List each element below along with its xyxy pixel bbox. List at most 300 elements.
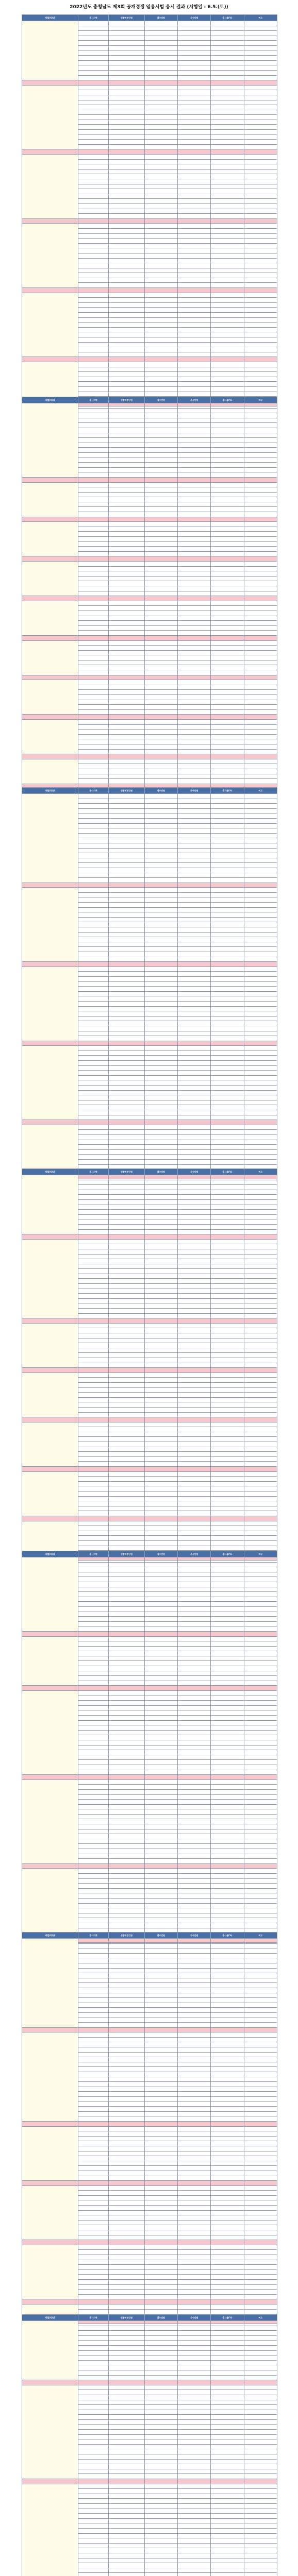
table-cell [211,2304,244,2309]
table-cell [109,591,144,596]
table-cell [109,317,144,323]
table-cell [211,1577,244,1582]
table-cell [109,199,144,204]
table-cell [78,298,108,303]
table-cell [144,302,177,308]
table-cell [244,2230,277,2235]
table-cell [177,1521,210,1526]
table-cell [144,744,177,749]
table-cell [177,184,210,189]
table-cell [177,1323,210,1328]
table-cell [144,1859,177,1864]
subtotal-cell [78,1775,108,1780]
table-cell [177,75,210,80]
table-cell [144,1264,177,1269]
table-cell [177,2395,210,2400]
table-cell [78,105,108,110]
table-cell [144,621,177,626]
table-cell [177,912,210,918]
table-cell [211,1279,244,1284]
table-cell [144,507,177,512]
table-cell [144,283,177,288]
table-cell [78,2107,108,2112]
table-cell [78,26,108,31]
table-cell [244,50,277,56]
table-cell [211,1249,244,1254]
subtotal-cell [109,1686,144,1691]
table-cell [211,2509,244,2514]
table-cell [244,204,277,209]
table-cell [177,1378,210,1383]
table-cell [78,179,108,184]
table-cell [177,1254,210,1259]
table-cell [177,463,210,468]
table-cell [177,169,210,174]
table-cell [177,438,210,443]
table-cell [177,1536,210,1541]
table-cell [109,2230,144,2235]
table-cell [211,1804,244,1809]
table-cell [78,2057,108,2062]
subtotal-cell [177,1368,210,1373]
table-cell [177,1725,210,1731]
table-cell [211,2126,244,2131]
table-cell [144,2523,177,2529]
table-cell [109,858,144,863]
table-cell [244,705,277,710]
table-cell [109,640,144,646]
table-cell [244,967,277,972]
table-cell [177,996,210,1002]
subtotal-cell [22,149,78,155]
table-cell [177,1968,210,1973]
table-cell [144,650,177,655]
table-cell [78,764,108,769]
subtotal-cell [78,477,108,482]
table-cell [78,1397,108,1402]
table-cell [244,2331,277,2336]
subtotal-cell [78,883,108,888]
table-cell [177,492,210,497]
table-cell [144,2370,177,2375]
table-cell [144,764,177,769]
table-cell [211,1071,244,1076]
table-cell [211,1716,244,1721]
table-cell [109,1224,144,1229]
table-cell [144,2176,177,2181]
table-cell [144,709,177,715]
table-cell [211,1696,244,1701]
table-cell [109,214,144,219]
table-cell [109,1477,144,1482]
table-cell [109,2206,144,2211]
table-cell [177,2370,210,2375]
table-cell [177,159,210,164]
table-cell [78,1001,108,1006]
table-cell [78,2191,108,2196]
table-cell [211,2107,244,2112]
table-cell [177,2102,210,2107]
table-cell [144,1046,177,1051]
table-cell [109,155,144,160]
table-cell [144,655,177,660]
table-cell [109,2077,144,2082]
subtotal-cell [211,2479,244,2484]
table-cell [177,1011,210,1016]
table-cell [244,120,277,125]
table-cell [177,214,210,219]
table-cell [177,739,210,744]
table-cell [177,2294,210,2299]
table-cell [78,2156,108,2161]
table-cell [211,1219,244,1225]
table-cell [109,1884,144,1889]
table-cell [109,372,144,377]
table-cell [109,2538,144,2544]
subtotal-cell [177,1234,210,1240]
table-cell [177,1557,210,1563]
table-cell [211,497,244,502]
table-cell [109,45,144,50]
table-cell [177,1452,210,1457]
table-cell [211,650,244,655]
table-cell [244,2538,277,2544]
table-cell [244,1869,277,1874]
table-cell [144,1606,177,1612]
table-cell [144,1269,177,1274]
table-cell [211,744,244,749]
table-cell [211,1090,244,1095]
table-cell [78,1061,108,1066]
table-cell [177,2484,210,2489]
table-cell [244,337,277,343]
table-cell [244,2415,277,2420]
table-cell [109,709,144,715]
table-cell [78,21,108,26]
result-table-page [22,1932,277,2324]
table-cell [144,214,177,219]
table-cell [211,2265,244,2270]
table-cell [244,2385,277,2390]
table-cell [244,808,277,814]
table-cell [244,214,277,219]
table-cell [244,258,277,263]
table-cell [244,125,277,130]
table-cell [244,537,277,542]
table-cell [109,2210,144,2215]
table-cell [211,308,244,313]
table-cell [78,1393,108,1398]
subtotal-cell [211,1120,244,1125]
table-cell [109,1804,144,1809]
table-cell [211,1303,244,1309]
table-cell [109,1755,144,1760]
table-cell [211,2290,244,2295]
table-cell [144,2568,177,2573]
table-cell [177,224,210,229]
table-cell [144,1705,177,1710]
table-cell [144,853,177,858]
table-cell [109,952,144,957]
table-cell [211,392,244,397]
table-cell [211,562,244,567]
table-cell [109,2365,144,2370]
table-cell [144,1155,177,1160]
table-cell [109,497,144,502]
table-cell [78,1740,108,1745]
table-cell [177,1105,210,1110]
table-row [22,640,277,646]
table-cell [78,248,108,253]
table-cell [177,1602,210,1607]
subtotal-cell [22,2380,78,2385]
table-cell [211,2146,244,2151]
table-cell [78,1269,108,1274]
table-cell [244,1617,277,1622]
table-cell [177,423,210,428]
table-cell [244,1348,277,1353]
table-cell [244,2136,277,2141]
subtotal-cell [78,1863,108,1869]
table-cell [109,1913,144,1918]
table-cell [211,759,244,764]
table-cell [78,418,108,423]
table-cell [109,1001,144,1006]
table-cell [211,189,244,194]
table-cell [244,155,277,160]
table-cell [211,1145,244,1150]
table-cell [144,2275,177,2280]
table-cell [144,482,177,487]
table-cell [109,1676,144,1681]
table-cell [177,1046,210,1051]
table-cell [78,1279,108,1284]
table-cell [244,2052,277,2057]
table-cell [211,1086,244,1091]
table-cell [177,342,210,347]
table-cell [109,2553,144,2558]
table-cell [109,1447,144,1452]
table-cell [78,2434,108,2439]
table-cell [177,313,210,318]
table-cell [78,952,108,957]
table-cell [78,1725,108,1731]
table-cell [244,1641,277,1647]
table-cell [211,621,244,626]
table-cell [109,2146,144,2151]
table-cell [244,1175,277,1180]
table-cell [177,258,210,263]
table-cell [244,1720,277,1725]
subtotal-row [22,1775,277,1780]
table-cell [244,2419,277,2425]
subtotal-cell [144,883,177,888]
subtotal-cell [144,596,177,601]
subtotal-cell [78,1417,108,1422]
table-cell [144,2279,177,2284]
table-cell [211,2116,244,2122]
table-cell [78,2439,108,2445]
table-cell [144,2284,177,2290]
table-cell [211,2326,244,2331]
table-cell [144,2067,177,2072]
table-cell [78,665,108,670]
table-cell [211,2370,244,2375]
subtotal-cell [177,1516,210,1521]
table-cell [109,1309,144,1314]
table-cell [177,2067,210,2072]
table-cell [78,2321,108,2326]
table-cell [144,1477,177,1482]
subtotal-cell [144,715,177,720]
table-cell [177,105,210,110]
table-cell [177,823,210,828]
table-cell [244,2474,277,2479]
table-cell [177,164,210,170]
table-cell [144,2141,177,2146]
table-cell [177,991,210,996]
subtotal-cell [177,1041,210,1046]
table-cell [177,1412,210,1417]
table-cell [109,744,144,749]
table-cell [109,2131,144,2137]
subtotal-cell [78,517,108,522]
table-cell [244,2309,277,2314]
table-cell [78,1422,108,1427]
table-cell [211,403,244,409]
table-cell [177,1456,210,1462]
table-cell [78,1086,108,1091]
column-header: 응시인원 [177,2315,210,2321]
job-series-cell [22,1125,78,1174]
table-cell [109,1481,144,1486]
table-cell [211,640,244,646]
table-cell [144,2294,177,2299]
subtotal-cell [78,596,108,601]
table-cell [109,937,144,942]
table-cell [109,302,144,308]
table-cell [244,1824,277,1829]
table-cell [211,463,244,468]
subtotal-cell [22,517,78,522]
table-cell [144,1923,177,1928]
table-cell [244,293,277,298]
table-cell [109,2171,144,2176]
table-cell [177,1462,210,1467]
table-cell [211,70,244,75]
table-cell [78,347,108,352]
table-cell [109,2375,144,2380]
table-cell [177,209,210,214]
table-cell [78,2375,108,2380]
table-cell [144,2528,177,2533]
table-cell [244,2077,277,2082]
table-cell [78,932,108,937]
job-series-cell [22,482,78,517]
table-cell [244,1903,277,1908]
table-cell [177,2405,210,2410]
table-cell [211,2375,244,2380]
table-cell [211,2360,244,2365]
table-cell [78,957,108,962]
table-cell [109,164,144,170]
table-cell [144,239,177,244]
table-cell [177,759,210,764]
table-cell [244,749,277,754]
table-cell [211,541,244,547]
table-cell [211,1948,244,1954]
table-cell [244,1988,277,1993]
table-cell [144,1666,177,1671]
table-cell [244,1716,277,1721]
table-cell [177,21,210,26]
table-cell [177,1531,210,1536]
table-cell [211,2057,244,2062]
table-cell [144,1442,177,1447]
table-cell [177,377,210,382]
table-cell [211,313,244,318]
table-cell [244,621,277,626]
table-cell [177,2563,210,2568]
table-cell [78,892,108,897]
table-cell [177,1755,210,1760]
table-cell [244,804,277,809]
table-cell [244,858,277,863]
table-cell [144,2235,177,2240]
table-cell [177,1477,210,1482]
table-cell [144,2321,177,2326]
table-cell [109,1592,144,1597]
table-cell [144,174,177,179]
table-cell [244,591,277,596]
table-cell [177,1839,210,1844]
table-cell [144,2220,177,2225]
table-cell [211,2161,244,2166]
subtotal-cell [78,2027,108,2032]
table-cell [211,2072,244,2077]
table-cell [109,749,144,754]
table-cell [177,2434,210,2439]
table-cell [177,298,210,303]
table-cell [78,1567,108,1572]
table-cell [109,912,144,918]
table-cell [244,1471,277,1477]
subtotal-cell [244,715,277,720]
subtotal-cell [177,80,210,86]
table-cell [211,337,244,343]
table-cell [244,739,277,744]
table-cell [78,2166,108,2171]
table-cell [78,1036,108,1041]
table-cell [78,1691,108,1696]
table-cell [109,581,144,586]
table-cell [177,1849,210,1854]
table-cell [177,1844,210,1849]
table-cell [244,2390,277,2395]
table-cell [78,1572,108,1577]
table-cell [244,2434,277,2439]
table-cell [78,705,108,710]
table-cell [109,1205,144,1210]
table-cell [244,105,277,110]
table-cell [109,85,144,90]
table-cell [144,224,177,229]
table-cell [177,1626,210,1632]
table-cell [109,2528,144,2533]
table-cell [177,907,210,912]
table-cell [244,2290,277,2295]
table-cell [109,332,144,337]
